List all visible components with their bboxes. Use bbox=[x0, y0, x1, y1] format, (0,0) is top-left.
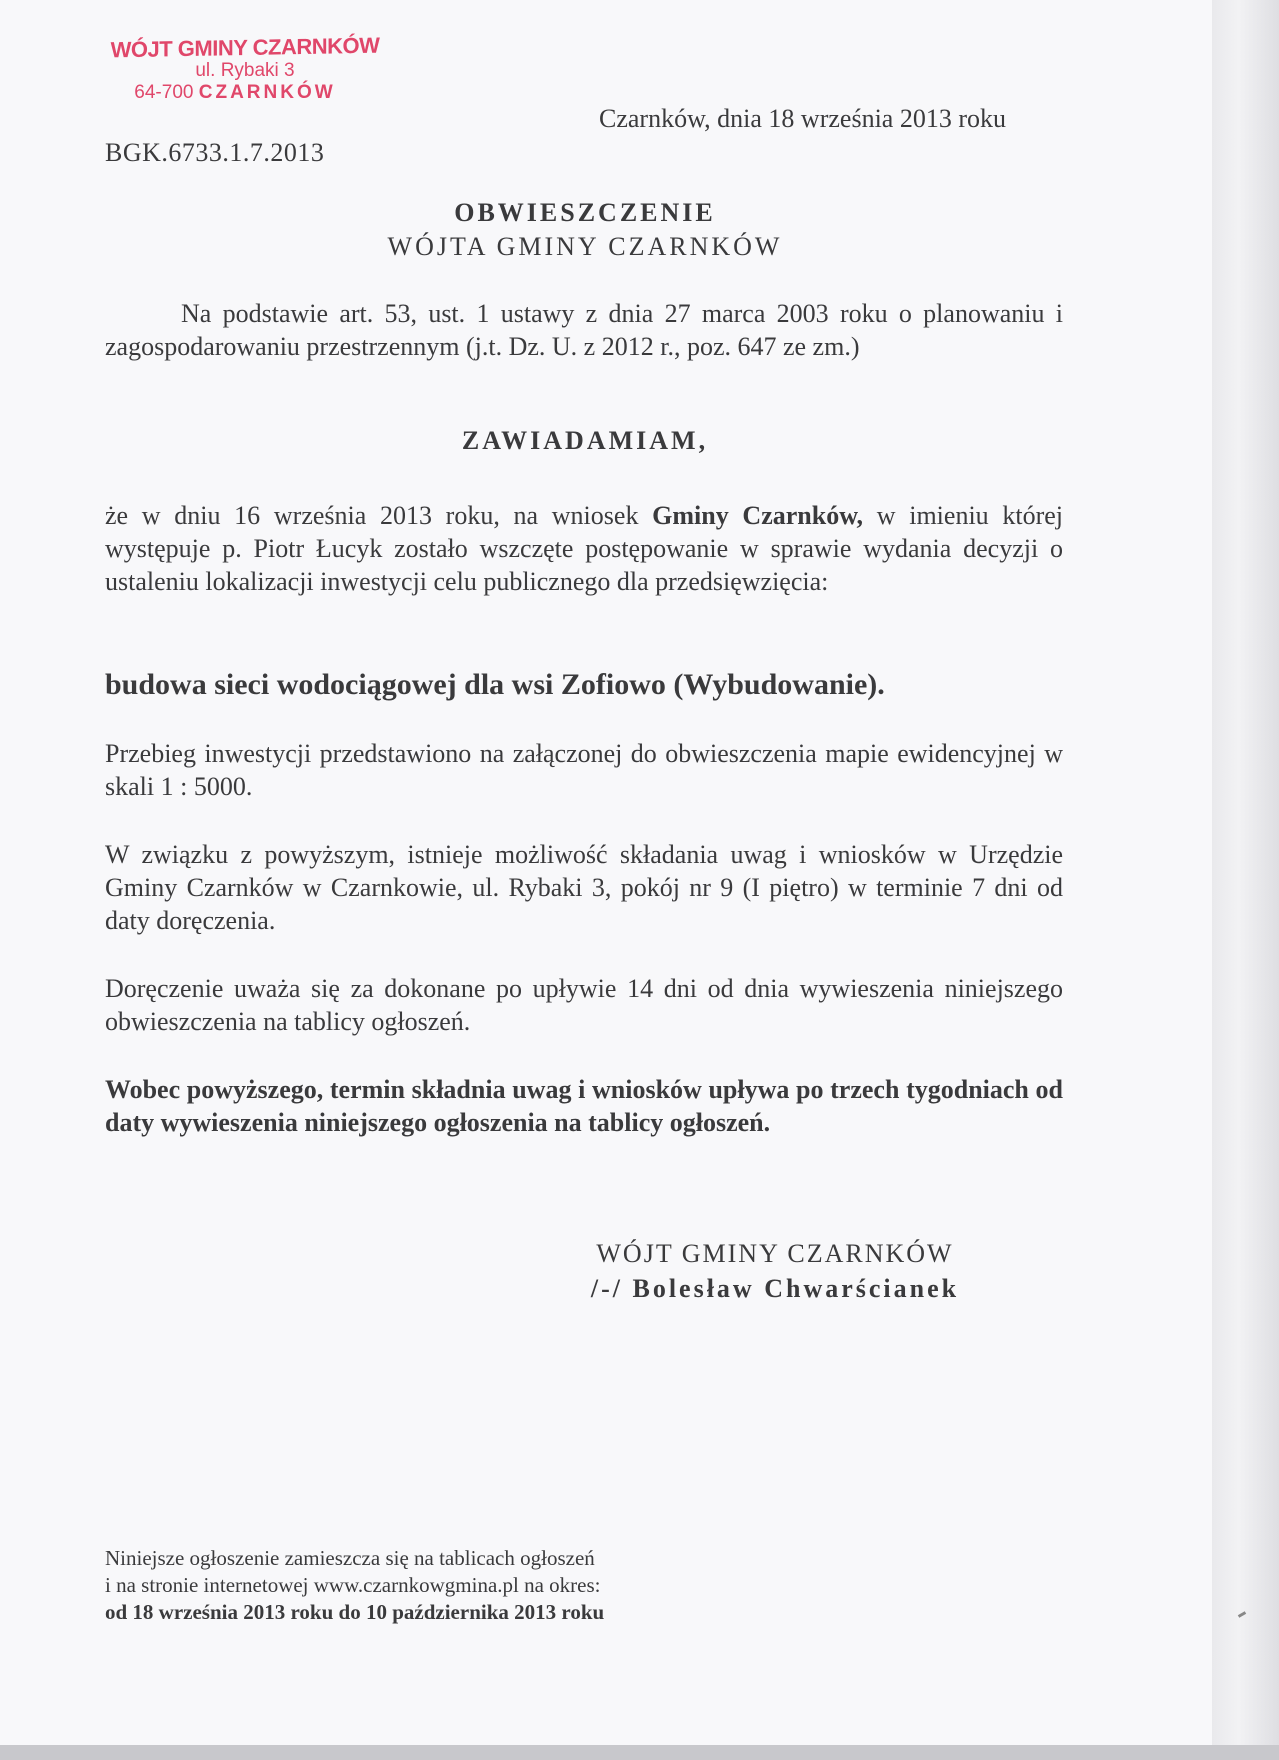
comments-paragraph: W związku z powyższym, istnieje możliwość składania uwag i wniosków w Urzędzie Gminy Czarnków w Czarnkowie, ul. Rybaki 3, pokój nr 9 (I piętro) w terminie 7 dni od daty doręczenia. bbox=[105, 840, 1063, 935]
footer-line-1: Niniejsze ogłoszenie zamieszcza się na tablicach ogłoszeń bbox=[105, 1546, 595, 1570]
footer-line-2: i na stronie internetowej www.czarnkowgmina.pl na okres: bbox=[105, 1573, 601, 1597]
proceeding-text-end: w imieniu której występuje p. Piotr Łucyk zostało wszczęte postępowanie w sprawie wydania decyzji o ustaleniu lokalizacji inwestycji celu publicznego dla przedsięwzięcia: bbox=[105, 501, 1064, 596]
investment-route-paragraph: Przebieg inwestycji przedstawiono na załączonej do obwieszczenia mapie ewidencyjnej w skali 1 : 5000. bbox=[105, 739, 1063, 801]
reference-number: BGK.6733.1.7.2013 bbox=[105, 138, 325, 167]
signature-office: WÓJT GMINY CZARNKÓW bbox=[596, 1239, 954, 1268]
scanner-edge bbox=[1212, 0, 1279, 1745]
notify-heading: ZAWIADAMIAM, bbox=[461, 426, 709, 455]
deadline-paragraph: Wobec powyższego, termin składnia uwag i wniosków upływa po trzech tygodniach od daty wywieszenia niniejszego ogłoszenia na tablicy ogłoszeń. bbox=[105, 1075, 1063, 1137]
document-issuer: WÓJTA GMINY CZARNKÓW bbox=[387, 232, 783, 261]
stamp-line-office: WÓJT GMINY CZARNKÓW bbox=[110, 32, 380, 63]
delivery-paragraph: Doręczenie uważa się za dokonane po upływie 14 dni od dnia wywieszenia niniejszego obwieszczenia na tablicy ogłoszeń. bbox=[105, 974, 1063, 1036]
document-title: OBWIESZCZENIE bbox=[454, 198, 716, 227]
project-name: budowa sieci wodociągowej dla wsi Zofiowo (Wybudowanie). bbox=[105, 668, 885, 701]
applicant-name: Gminy Czarnków, bbox=[652, 501, 864, 530]
proceeding-paragraph bbox=[105, 499, 1063, 598]
place-date: Czarnków, dnia 18 września 2013 roku bbox=[599, 104, 1006, 133]
footer-posting-period: od 18 września 2013 roku do 10 października 2013 roku bbox=[105, 1600, 605, 1624]
office-stamp bbox=[100, 32, 390, 104]
stamp-line-city bbox=[100, 83, 390, 103]
signature-name: /-/ Bolesław Chwarścianek bbox=[590, 1274, 960, 1303]
scanner-bottom-edge bbox=[0, 1745, 1279, 1760]
stamp-city: CZARNKÓW bbox=[198, 82, 336, 104]
legal-basis-paragraph: Na podstawie art. 53, ust. 1 ustawy z dnia 27 marca 2003 roku o planowaniu i zagospodarowaniu przestrzennym (j.t. Dz. U. z 2012 r., poz. 647 ze zm.) bbox=[105, 299, 1063, 361]
stamp-line-street: ul. Rybaki 3 bbox=[195, 60, 295, 82]
stamp-postcode: 64-700 bbox=[134, 82, 194, 104]
posting-footer bbox=[105, 1545, 604, 1626]
proceeding-text-start: że w dniu 16 września 2013 roku, na wniosek bbox=[105, 501, 639, 530]
